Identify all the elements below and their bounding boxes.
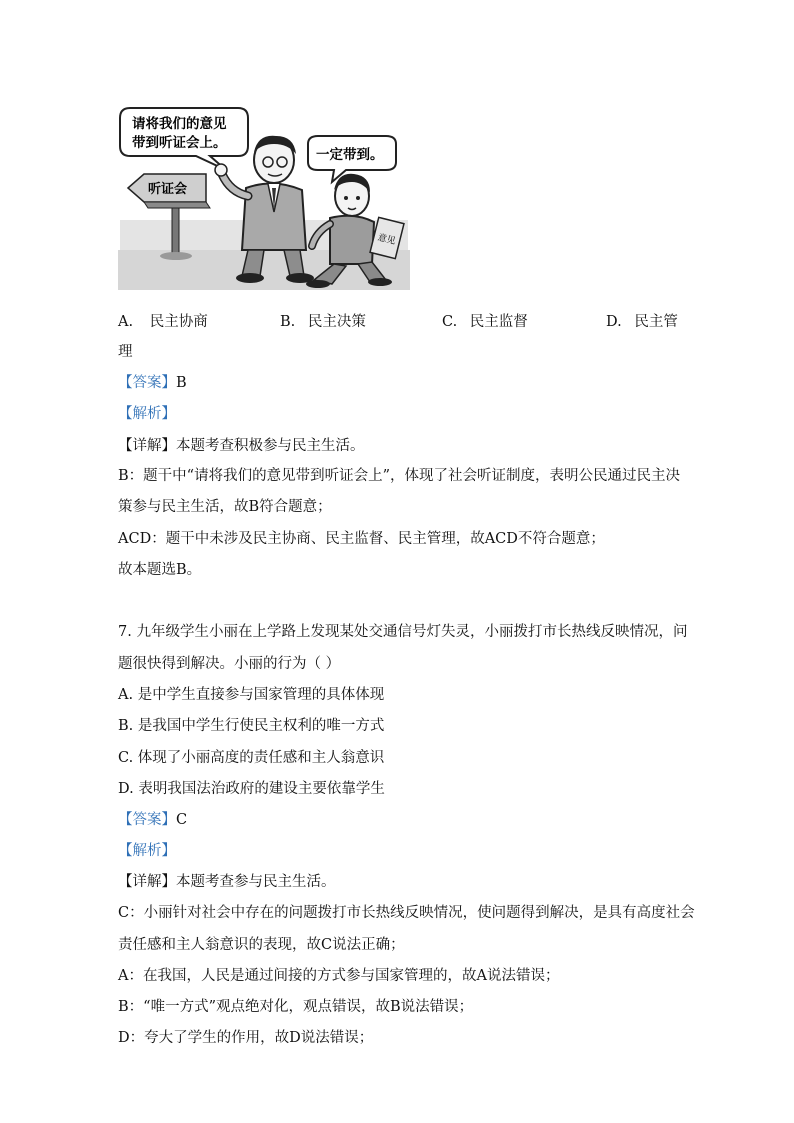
q6-detail-line <box>118 436 365 456</box>
q7-stem-line2: 题很快得到解决。小丽的行为（ ） <box>118 656 341 672</box>
bubble-left-line1: 请将我们的意见 <box>132 116 227 132</box>
left-speech-bubble <box>120 108 248 170</box>
q7-option-a: A. 是中学生直接参与国家管理的具体体现 <box>118 687 385 703</box>
bubble-right-text: 一定带到。 <box>316 147 384 163</box>
q6-option-c-text: 民主监督 <box>469 314 528 330</box>
q7-detail-tag: 【详解】 <box>118 874 176 890</box>
q6-analysis-tag: 【解析】 <box>118 406 176 422</box>
bubble-left-line2: 带到听证会上。 <box>132 135 227 151</box>
q6-detail-tag: 【详解】 <box>118 438 176 454</box>
q6-option-d-text: 民主管 <box>634 314 678 330</box>
q6-explanation-line: ACD：题干中未涉及民主协商、民主监督、民主管理，故ACD不符合题意； <box>118 531 605 547</box>
q6-option-b-label: B. <box>280 314 296 330</box>
q7-explanation-line: C：小丽针对社会中存在的问题拨打市长热线反映情况，使问题得到解决，是具有高度社会 <box>118 905 695 921</box>
q6-option-d-label: D. <box>606 314 622 330</box>
q7-detail-text: 本题考查参与民主生活。 <box>176 874 336 890</box>
q7-option-d: D. 表明我国法治政府的建设主要依靠学生 <box>118 781 385 797</box>
q6-option-c <box>442 312 528 332</box>
q6-explanation-line: B：题干中“请将我们的意见带到听证会上”，体现了社会听证制度，表明公民通过民主决 <box>118 468 680 484</box>
q6-explanation-line: 策参与民主生活，故B符合题意； <box>118 499 332 515</box>
q6-conclusion: 故本题选B。 <box>118 562 202 578</box>
q6-answer-line <box>118 373 187 393</box>
q7-answer-value: C <box>176 812 188 828</box>
q7-explanation-line: B：“唯一方式”观点绝对化，观点错误，故B说法错误； <box>118 999 474 1015</box>
q6-option-a-text: 民主协商 <box>149 314 208 330</box>
hearing-cartoon-illustration <box>118 100 410 290</box>
q7-explanation-line: D：夸大了学生的作用，故D说法错误； <box>118 1030 374 1046</box>
q6-option-a <box>118 312 208 332</box>
q7-analysis-tag: 【解析】 <box>118 843 176 859</box>
q7-answer-tag: 【答案】 <box>118 812 176 828</box>
q6-answer-tag: 【答案】 <box>118 375 176 391</box>
q7-answer-line <box>118 810 187 830</box>
q6-detail-text: 本题考查积极参与民主生活。 <box>176 438 365 454</box>
q7-option-b: B. 是我国中学生行使民主权利的唯一方式 <box>118 718 385 734</box>
q6-option-b-text: 民主决策 <box>307 314 366 330</box>
q6-option-c-label: C. <box>442 314 458 330</box>
q6-option-d-wrap: 理 <box>118 344 133 360</box>
q7-stem-line1: 7. 九年级学生小丽在上学路上发现某处交通信号灯失灵，小丽拨打市长热线反映情况，问 <box>118 624 688 640</box>
q6-option-a-label: A. <box>118 314 134 330</box>
q7-explanation-line: 责任感和主人翁意识的表现，故C说法正确； <box>118 937 405 953</box>
q7-explanation-line: A：在我国，人民是通过间接的方式参与国家管理的，故A说法错误； <box>118 968 560 984</box>
q6-option-b <box>280 312 366 332</box>
q7-detail-line <box>118 872 336 892</box>
q6-option-d <box>606 312 678 332</box>
folder-label: 意见 <box>376 232 397 247</box>
q7-option-c: C. 体现了小丽高度的责任感和主人翁意识 <box>118 750 385 766</box>
signpost-label: 听证会 <box>148 182 188 197</box>
q6-answer-value: B <box>176 375 187 391</box>
